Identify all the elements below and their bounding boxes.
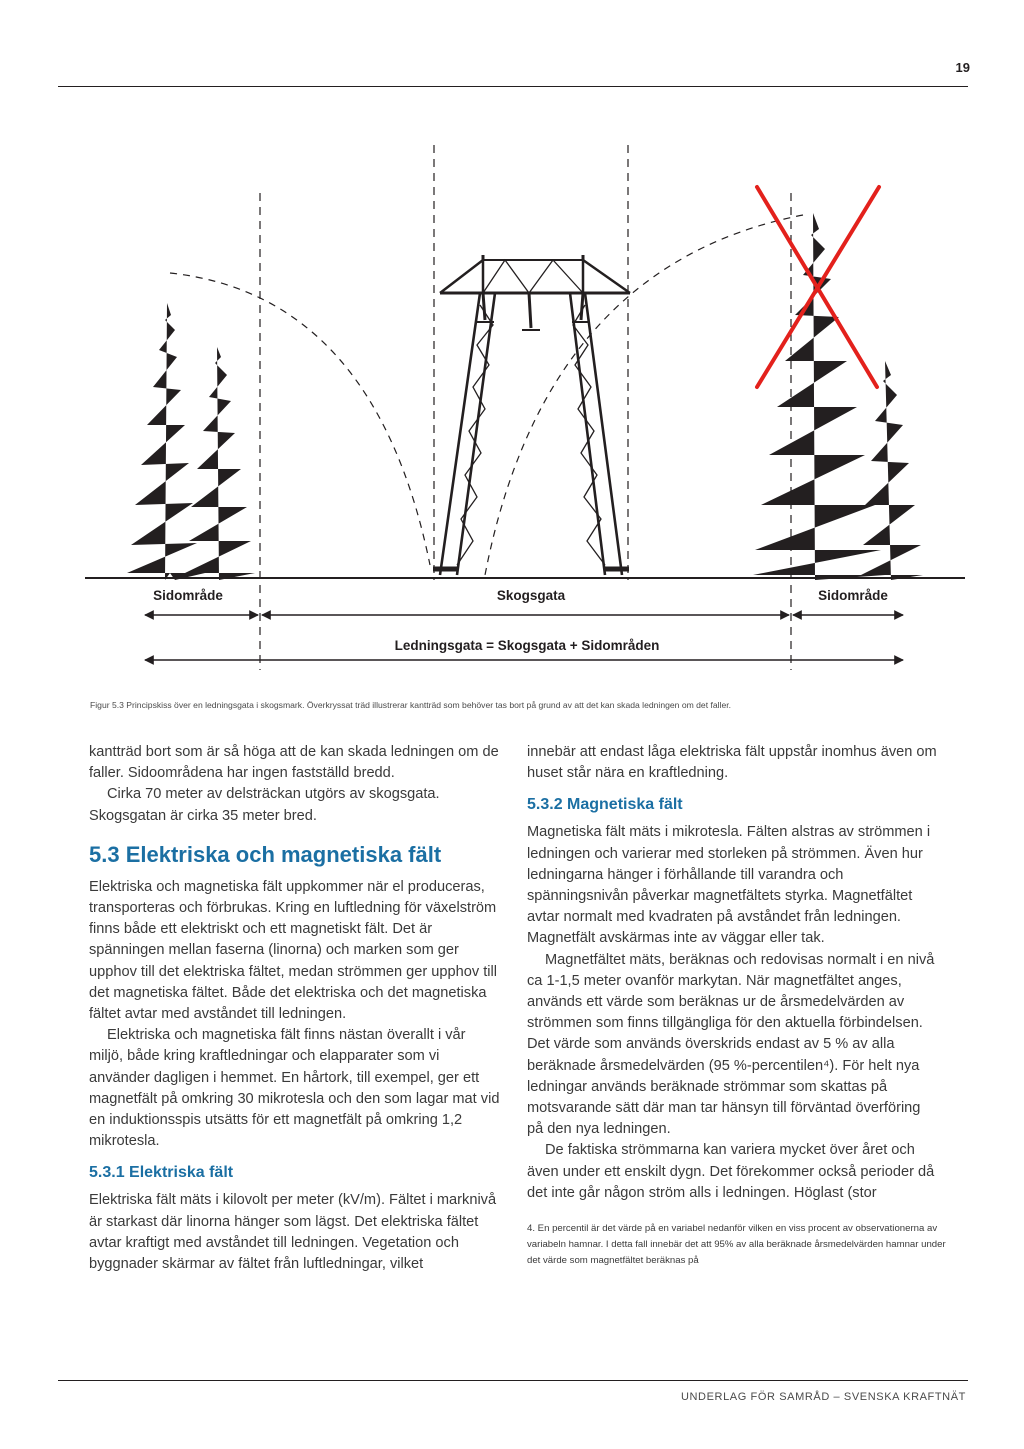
right-paragraph-2: Magnetiska fält mäts i mikrotesla. Fälten alstras av strömmen i ledningen och varierar med storleken på strömmen. Även hur ledningarna hänger i förhållande till varandra och spänningsnivån påverkar magnetfältets styrka. Magnetfältet avtar normalt med kvadraten på avståndet från ledningen. Magnetfält avskärmas inte av väggar eller tak. (527, 824, 931, 947)
left-paragraph-2: Cirka 70 meter av delsträckan utgörs av skogsgata. Skogsgatan är cirka 35 meter bred. (89, 786, 440, 824)
right-column (527, 742, 939, 1204)
right-fall-arc (485, 215, 803, 575)
right-tree-secondary (861, 361, 923, 580)
right-tree (753, 213, 923, 580)
section-heading-5-3-2: 5.3.2 Magnetiska fält (527, 796, 683, 814)
page-number: 19 (955, 60, 970, 75)
figure-caption: Figur 5.3 Principskiss över en ledningsgata i skogsmark. Överkryssat träd illustrerar kantträd som behöver tas bort på grund av att det kan skada ledningen om det faller. (90, 700, 732, 710)
left-fall-arc (170, 273, 430, 565)
left-tree-short (185, 347, 255, 580)
right-zone-label: Sidområde (818, 588, 888, 603)
section-heading-5-3: 5.3 Elektriska och magnetiska fält (89, 841, 442, 867)
total-zone-label: Ledningsgata = Skogsgata + Sidområden (394, 638, 660, 653)
right-paragraph-4: De faktiska strömmarna kan variera mycket över året och även under ett enskilt dygn. Det förekommer också perioder då det inte går någon ström alls i ledningen. Höglast (stor (527, 1142, 935, 1201)
cross-icon (757, 187, 879, 387)
power-line-corridor-figure (85, 125, 965, 685)
section-heading-5-3-1: 5.3.1 Elektriska fält (89, 1164, 234, 1182)
left-paragraph-4: Elektriska och magnetiska fält finns nästan överallt i vår miljö, både kring kraftledningar och elapparater som vi använder dagligen i hemmet. En hårtork, till exempel, ger ett magnetfält på omkring 30 mikrotesla och den som lagar mat vid en induktionsspis utsätts för ett magnetfält på omkring 1,2 mikrotesla. (89, 1027, 500, 1150)
corridor-diagram (85, 125, 965, 685)
left-paragraph-3: Elektriska och magnetiska fält uppkommer när el produceras, transporteras och förbrukas. Kring en luftledning för växelström finns både ett elektriskt och ett magnetiskt fält. Det är spänningen mellan faserna (linorna) och marken som ger upphov till det elektriska fältet, medan strömmen ger upphov till det magnetiska fältet. Både det elektriska och det magnetiska fältet avtar med avståndet till ledningen. (89, 878, 498, 1023)
left-paragraph-5: Elektriska fält mäts i kilovolt per meter (kV/m). Fältet i marknivå är starkast där linorna hänger som lägst. Det elektriska fältet avtar kraftigt med avståndet till ledningen. Vegetation och byggnader skärmar av fältet från luftledningar, vilket (89, 1192, 497, 1273)
transmission-tower-icon (433, 255, 630, 575)
footnote: 4. En percentil är det värde på en variabel nedanför vilken en viss procent av observationerna av variabeln hamnar. I detta fall innebär det att 95% av alla beräknade årsmedelvärden hamnar under det värde som magnetfältet beräknas på (527, 1223, 946, 1266)
right-tree-main (753, 213, 885, 580)
footer-text: UNDERLAG FÖR SAMRÅD – SVENSKA KRAFTNÄT (680, 1391, 966, 1403)
center-zone-label: Skogsgata (496, 588, 566, 603)
left-trees (127, 303, 255, 580)
left-paragraph-1: kantträd bort som är så höga att de kan skada ledningen om de faller. Sidoområdena har ingen fastställd bredd. (89, 744, 499, 782)
left-zone-label: Sidområde (153, 588, 223, 603)
header-rule (58, 86, 968, 87)
footer-rule (58, 1380, 968, 1381)
left-tree-tall (127, 303, 205, 580)
right-paragraph-3: Magnetfältet mäts, beräknas och redovisas normalt i en nivå ca 1-1,5 meter ovanför markytan. När magnetfältet anges, används ett värde som beräknas ur de årsmedelvärden av strömmen som finns tillgängliga för den aktuella förbindelsen. Det värde som används överskrids endast av 5 % av alla beräknade årsmedelvärden (95 %-percentilen⁴). För helt nya ledningar används beräknade strömmar som skattas på motsvarande sätt där man tar hänsyn till förväntad överföring på den nya ledningen. (527, 951, 935, 1138)
right-paragraph-1: innebär att endast låga elektriska fält uppstår inomhus även om huset står nära en kraftledning. (527, 744, 937, 782)
left-column (89, 742, 501, 1275)
fall-arcs (170, 215, 803, 575)
